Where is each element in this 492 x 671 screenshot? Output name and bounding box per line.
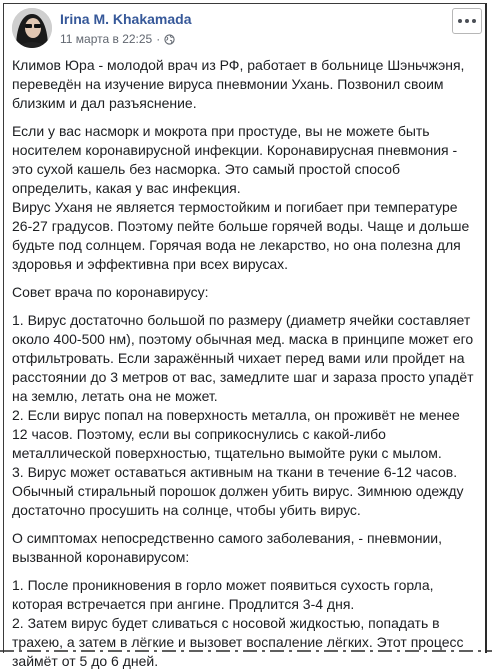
post-paragraph: Совет врача по коронавирусу: xyxy=(12,284,209,300)
post-header xyxy=(12,8,482,52)
more-options-button[interactable] xyxy=(452,8,482,34)
avatar[interactable] xyxy=(12,8,52,48)
post-paragraph: Климов Юра - молодой врач из РФ, работает в больнице Шэньчжэня, переведён на изучение вируса пневмонии Ухань. Позвонил своим близким и дал разъяснение. xyxy=(12,57,465,111)
post-meta xyxy=(60,32,175,46)
meta-separator: · xyxy=(156,32,161,46)
post-paragraph: 2. Затем вирус будет сливаться с носовой жидкостью, попадать в трахею, а затем в лёгкие и вызовет воспаление лёгких. Этот процесс займёт от 5 до 6 дней. xyxy=(12,615,464,669)
post-paragraph: 3. Вирус может оставаться активным на ткани в течение 6-12 часов. Обычный стиральный порошок должен убить вирус. Зимнюю одежду достаточно просушить на солнце, чтобы убить вирус. xyxy=(12,464,464,518)
author-name[interactable]: Irina M. Khakamada xyxy=(60,11,192,27)
avatar-photo xyxy=(12,8,52,48)
post-paragraph: О симптомах непосредственно самого заболевания, - пневмонии, вызванной коронавирусом: xyxy=(12,530,442,565)
post-timestamp[interactable]: 11 марта в 22:25 xyxy=(60,32,153,46)
more-options-icon-dot xyxy=(465,19,469,23)
post-body xyxy=(12,56,474,671)
torn-bottom-edge xyxy=(0,648,492,657)
post-paragraph: 1. Вирус достаточно большой по размеру (диаметр ячейки составляет около 400-500 нм), поэтому обычная мед. маска в принципе может его отфильтровать. Если заражённый чихает перед вами или пройдет на расстоянии до 3 метров от вас, замедлите шаг и зараза просто упадёт на землю, летать она не может. xyxy=(12,312,474,404)
globe-icon[interactable] xyxy=(164,34,175,45)
post-paragraph: Вирус Уханя не является термостойким и погибает при температуре 26-27 градусов. Поэтому пейте больше горячей воды. Чаще и дольше будьте под солнцем. Горячая вода не лекарство, но она полезна для здоровья и эффективна при всех вирусах. xyxy=(12,199,470,272)
more-options-icon-dot xyxy=(472,19,476,23)
post-paragraph: 2. Если вирус попал на поверхность металла, он проживёт не менее 12 часов. Поэтому, если вы соприкоснулись с какой-либо металлической поверхностью, тщательно вымойте руки с мылом. xyxy=(12,407,460,461)
more-options-icon xyxy=(458,19,462,23)
post-paragraph: Если у вас насморк и мокрота при простуде, вы не можете быть носителем коронавирусной инфекции. Коронавирусная пневмония - это сухой кашель без насморка. Это самый простой способ определить, какая у вас инфекция. xyxy=(12,123,458,196)
post-paragraph: 1. После проникновения в горло может появиться сухость горла, которая встречается при ангине. Продлится 3-4 дня. xyxy=(12,577,434,612)
